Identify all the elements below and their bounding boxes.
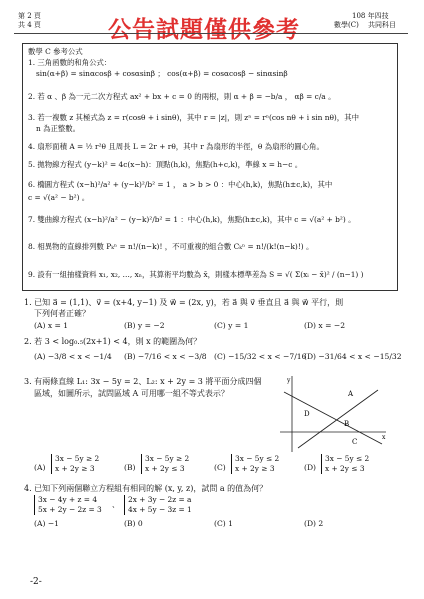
question-3-figure: [278, 374, 390, 454]
formula-item: 3. 若一複數 z 其極式為 z = r(cosθ + i sinθ)，其中 r = |z|，則 zⁿ = rⁿ(cos nθ + i sin nθ)，其中: [28, 113, 359, 122]
region-b-label: B: [344, 420, 350, 428]
formula-item: 9. 設有一組抽樣資料 x₁, x₂, …, xₙ，其算術平均數為 x̄，則樣本標準差為 S = √( Σ(xᵢ − x̄)² / (n−1) ): [28, 270, 364, 279]
question-3-option-d[interactable]: [321, 454, 369, 474]
question-1-stem: 1. 已知 a⃗ = (1,1)、v⃗ = (x+4, y−1) 及 w⃗ = (2x, y)，若 a⃗ 與 v⃗ 垂直且 a⃗ 與 w⃗ 平行，則: [24, 298, 344, 307]
option-equation: 3x − 5y ≥ 2: [55, 454, 100, 463]
question-2-option-d[interactable]: (D) −31/64 < x < −15/32: [304, 352, 402, 361]
option-equation: x + 2y ≤ 3: [325, 464, 365, 473]
formula-item: sin(α+β) = sinαcosβ + cosαsinβ ； cos(α+β) = cosαcosβ − sinαsinβ: [36, 69, 288, 78]
option-equation: 3x − 5y ≤ 2: [325, 454, 370, 463]
question-3-stem: 區域，如圖所示，試問區域 A 可用哪一組不等式表示？: [34, 389, 229, 398]
question-4-system-1: [34, 495, 102, 515]
page-current-label: 第 2 頁: [18, 12, 41, 20]
formula-item: n 為正整數。: [36, 124, 81, 133]
question-3-option-a[interactable]: [51, 454, 99, 474]
y-axis-label: y: [287, 377, 291, 384]
option-equation: x + 2y ≥ 3: [235, 464, 275, 473]
system-equation: 5x + 2y − 2z = 3: [38, 505, 102, 514]
system-equation: 4x + 5y − 3z = 1: [128, 505, 192, 514]
formula-item: 7. 雙曲線方程式 (x−h)²/a² − (y−k)²/b² = 1 ：中心(h,k)，焦點(h±c,k)，其中 c = √(a² + b²) 。: [28, 215, 356, 224]
option-equation: 3x − 5y ≥ 2: [145, 454, 190, 463]
question-3-option-a-label[interactable]: (A): [34, 463, 46, 472]
exam-year: 108 年四技: [352, 12, 389, 20]
formula-item: 4. 扇形面積 A = ½ r²θ 且周長 L = 2r + rθ，其中 r 為扇形的半徑，θ 為扇形的圓心角。: [28, 142, 324, 151]
option-equation: 3x − 5y ≤ 2: [235, 454, 280, 463]
system-equation: 3x − 4y + z = 4: [38, 495, 98, 504]
region-d-label: D: [304, 410, 310, 418]
formula-item: 8. 相異物的直線排列數 Pₖⁿ = n!/(n−k)! ，不可重複的組合數 Cₖⁿ = n!/(k!(n−k)!) 。: [28, 242, 314, 251]
exam-subject: 數學(C): [334, 21, 359, 29]
question-1-option-a[interactable]: (A) x = 1: [34, 321, 69, 330]
question-4-option-a[interactable]: (A) −1: [34, 519, 60, 528]
question-3-stem: 3. 有兩條直線 L₁: 3x − 5y = 2、L₂: x + 2y = 3 將平面分成四個: [24, 377, 262, 386]
question-4-option-c[interactable]: (C) 1: [214, 519, 233, 528]
question-2-option-c[interactable]: (C) −15/32 < x < −7/16: [214, 352, 307, 361]
page-total-label: 共 4 頁: [18, 21, 41, 29]
formula-item: c = √(a² − b²) 。: [28, 193, 90, 202]
question-3-option-c-label[interactable]: (C): [214, 463, 226, 472]
question-2-stem: 2. 若 3 < log₀.₅(2x+1) < 4，則 x 的範圍為何？: [24, 337, 202, 346]
question-1-option-c[interactable]: (C) y = 1: [214, 321, 249, 330]
question-3-option-d-label[interactable]: (D): [304, 463, 317, 472]
question-3-option-b-label[interactable]: (B): [124, 463, 136, 472]
question-4-option-d[interactable]: (D) 2: [304, 519, 324, 528]
formula-item: 1. 三角函數的和角公式：: [28, 58, 112, 67]
question-4-option-b[interactable]: (B) 0: [124, 519, 143, 528]
question-4-stem: 4. 已知下列兩個聯立方程組有相同的解 (x, y, z)，試問 a 的值為何？: [24, 484, 268, 493]
watermark-title: 公告試題僅供參考: [108, 17, 300, 43]
question-1-option-d[interactable]: (D) x = −2: [304, 321, 346, 330]
formula-item: 2. 若 α 、β 為一元二次方程式 ax² + bx + c = 0 的兩根，則 α + β = −b/a ， αβ = c/a 。: [28, 92, 336, 101]
formula-item: 5. 拋物線方程式 (y−k)² = 4c(x−h)：頂點(h,k)，焦點(h+c,k)，準線 x = h−c 。: [28, 160, 303, 169]
option-equation: x + 2y ≥ 3: [55, 464, 95, 473]
header-divider: [14, 33, 408, 34]
question-1-stem: 下列何者正確？: [34, 309, 90, 318]
line-l1: [284, 392, 382, 444]
question-3-option-b[interactable]: [141, 454, 189, 474]
x-axis-label: x: [382, 434, 386, 441]
option-equation: x + 2y ≤ 3: [145, 464, 185, 473]
region-a-label: A: [348, 390, 354, 398]
formula-box-title: 數學 C 參考公式: [28, 47, 83, 56]
system-equation: 2x + 3y − 2z = a: [128, 495, 192, 504]
question-4-system-2: [124, 495, 192, 515]
question-2-option-a[interactable]: (A) −3/8 < x < −1/4: [34, 352, 112, 361]
exam-group: 共同科目: [368, 21, 396, 29]
question-2-option-b[interactable]: (B) −7/16 < x < −3/8: [124, 352, 207, 361]
question-3-option-c[interactable]: [231, 454, 279, 474]
page-number: -2-: [30, 577, 42, 587]
line-l2: [298, 390, 378, 448]
formula-item: 6. 橢圓方程式 (x−h)²/a² + (y−k)²/b² = 1 ， a > b > 0 ：中心(h,k)，焦點(h±c,k)，其中: [28, 180, 333, 189]
question-1-option-b[interactable]: (B) y = −2: [124, 321, 165, 330]
system-separator: 、: [112, 500, 120, 509]
region-c-label: C: [352, 438, 358, 446]
